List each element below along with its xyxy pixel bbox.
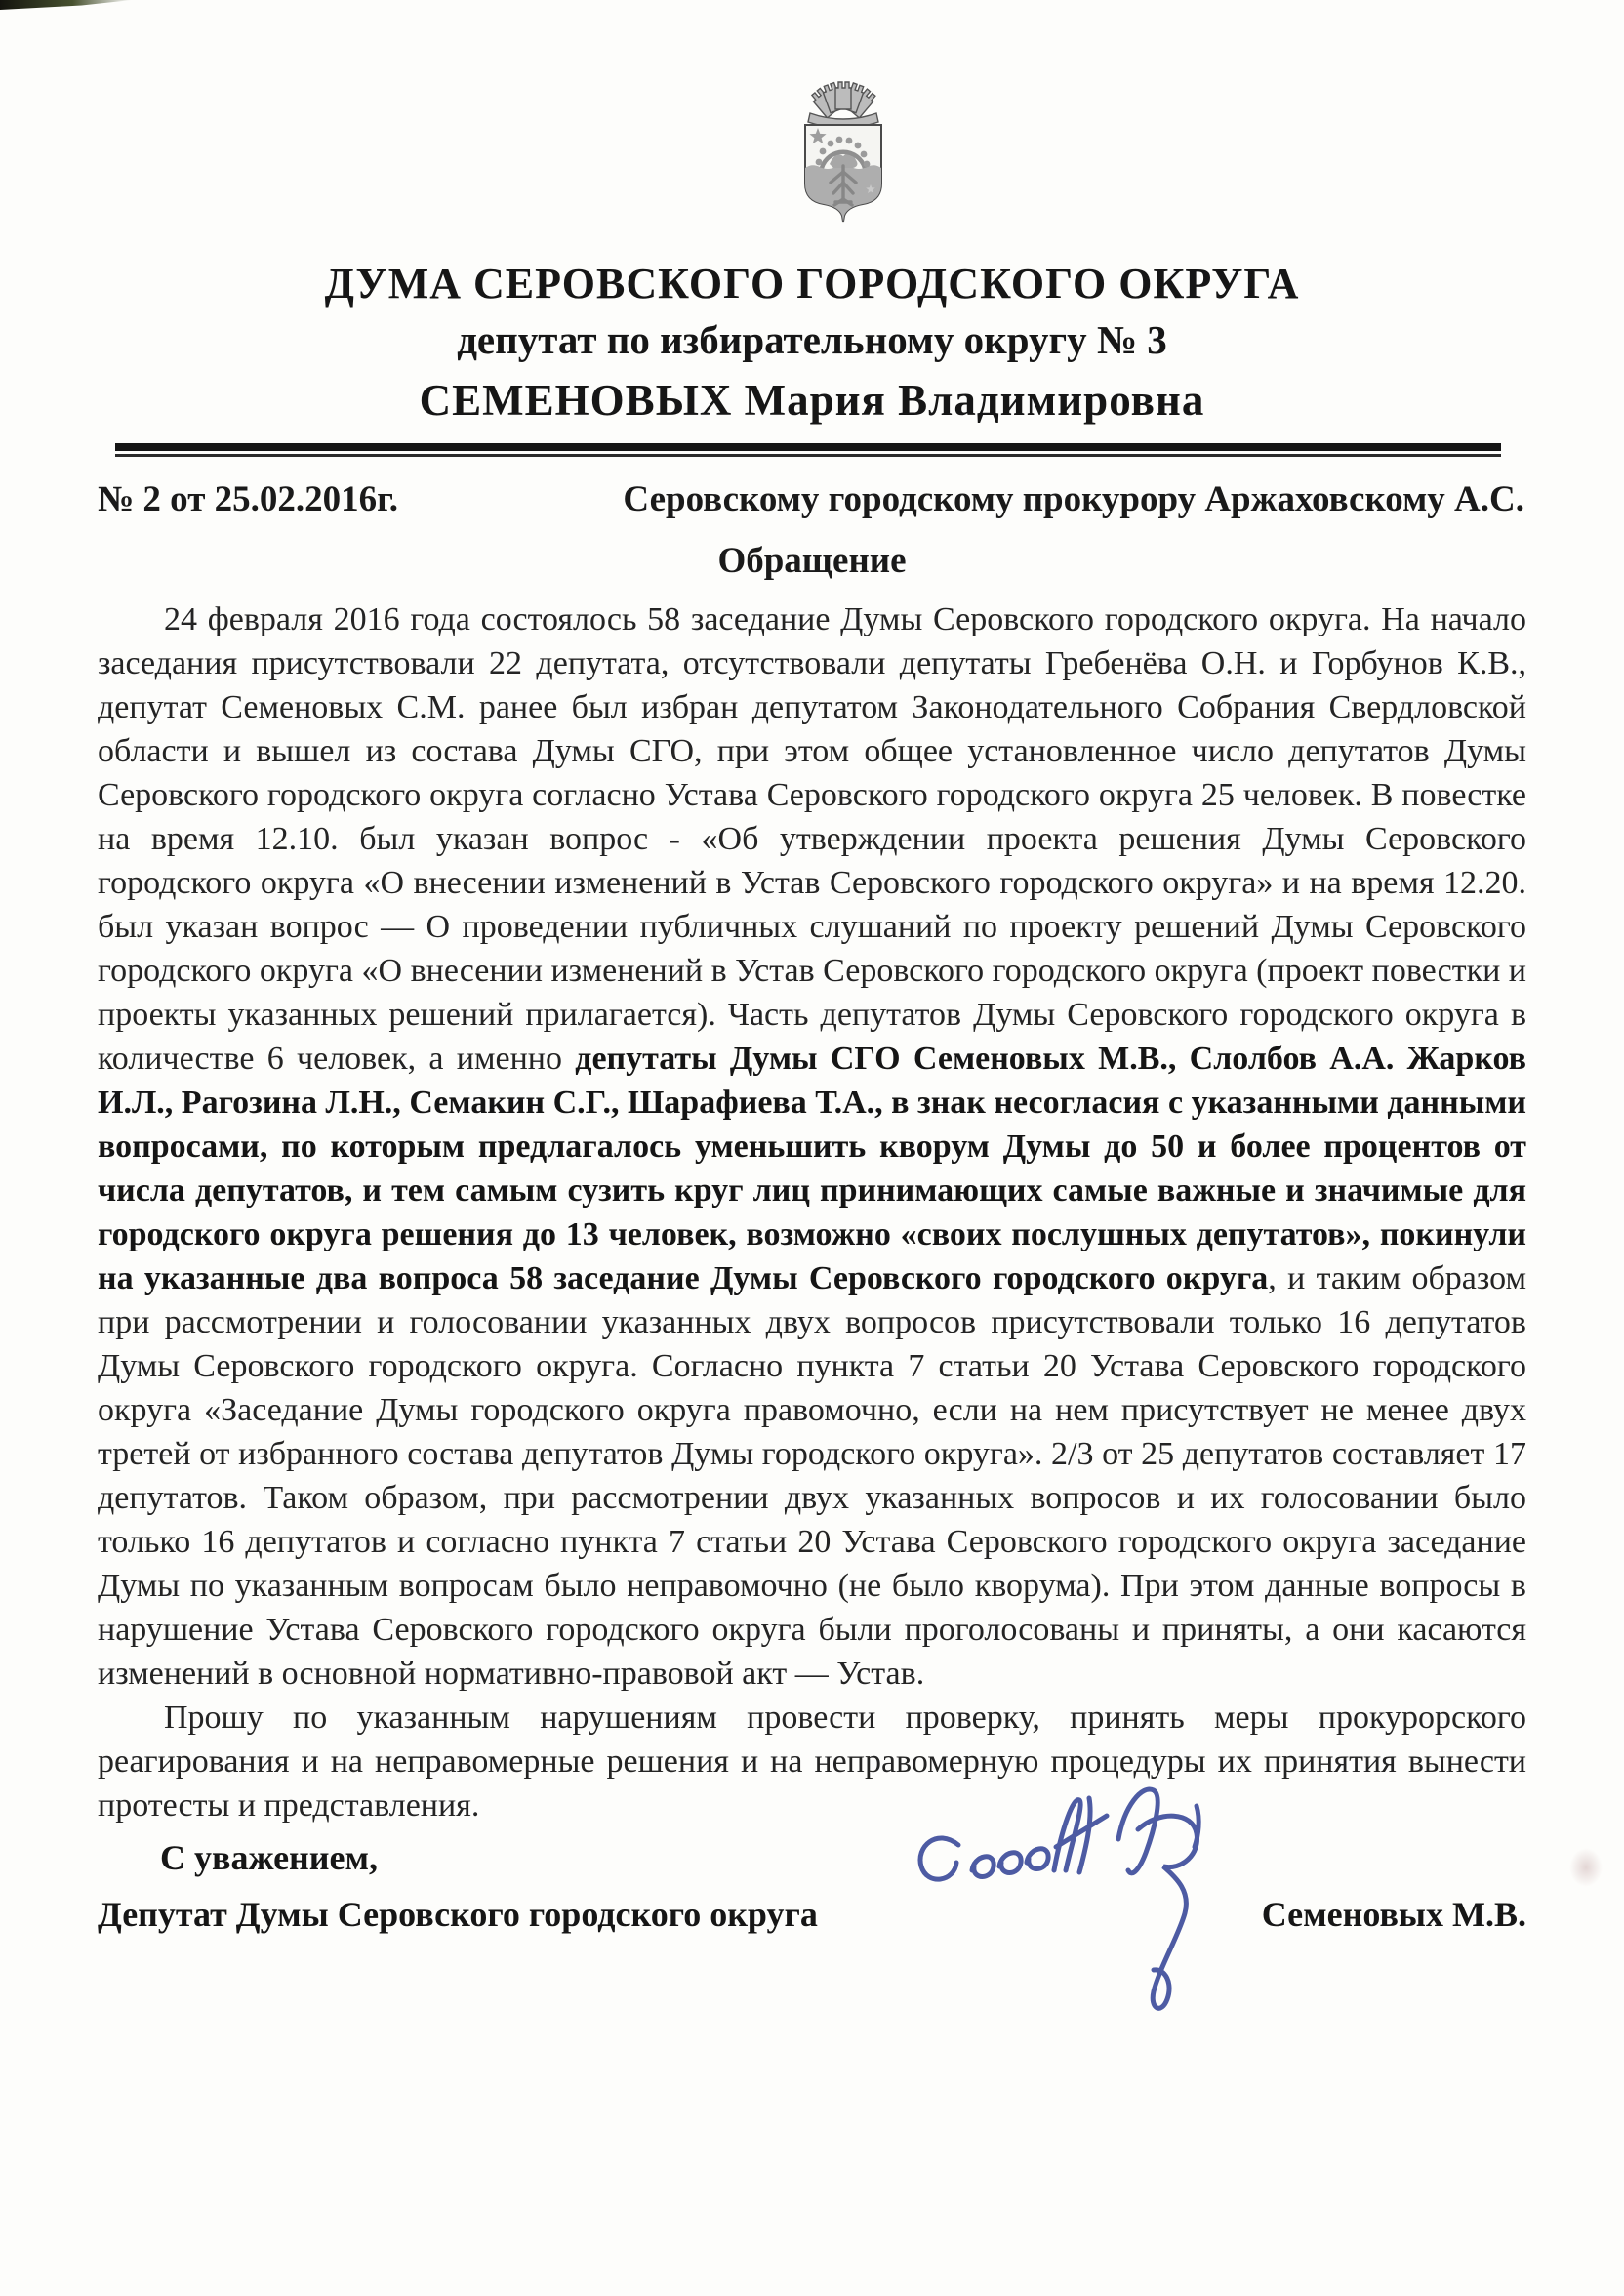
document-body bbox=[98, 597, 1526, 1827]
reference-row bbox=[98, 478, 1526, 520]
header-rule bbox=[115, 443, 1501, 457]
signer-title: Депутат Думы Серовского городского округа bbox=[98, 1895, 818, 1934]
bold-text-run: депутаты Думы СГО Семеновых М.В., Слолбов А.А. Жарков И.Л., Рагозина Л.Н., Семакин С.Г., Шарафиева Т.А., в знак несогласия с указанными данными вопросами, по которым предлагалось уменьшить кворум Думы до 50 и более процентов от числа депутатов, и тем самым сузить круг лиц принимающих самые важные и значимые для городского округа решения до 13 человек, возможно «своих послушных депутатов», покинули на указанные два вопроса 58 заседание Думы Серовского городского округа bbox=[98, 1041, 1527, 1296]
signer-name: Семеновых М.В. bbox=[1261, 1895, 1526, 1934]
document-title: Обращение bbox=[717, 541, 907, 581]
closing-line: С уважением, bbox=[160, 1838, 379, 1877]
signature-row bbox=[98, 1894, 1526, 1935]
addressee: Серовскому городскому прокурору Аржаховскому А.С. bbox=[623, 479, 1524, 519]
paragraph bbox=[98, 1696, 1526, 1827]
scan-smudge-artifact bbox=[1569, 1848, 1603, 1887]
district-line: депутат по избирательному округу № 3 bbox=[457, 317, 1167, 362]
ref-number-date: № 2 от 25.02.2016г. bbox=[98, 479, 398, 519]
coat-of-arms-icon bbox=[785, 74, 902, 230]
paragraph bbox=[98, 597, 1526, 1696]
coat-of-arms bbox=[785, 74, 902, 230]
org-name: ДУМА СЕРОВСКОГО ГОРОДСКОГО ОКРУГА bbox=[324, 260, 1300, 308]
deputy-name: СЕМЕНОВЫХ Мария Владимировна bbox=[419, 376, 1205, 425]
text-run: Прошу по указанным нарушениям провести проверку, принять меры прокурорского реагирования и на неправомерные решения и на неправомерную процедуры их принятия вынести протесты и представления. bbox=[98, 1700, 1526, 1824]
mural-crown-icon bbox=[808, 82, 878, 128]
text-run: , и таким образом при рассмотрении и голосовании указанных двух вопросов присутствовали только 16 депутатов Думы Серовского городского округа. Согласно пункта 7 статьи 20 Устава Серовского городского округа «Заседание Думы городского округа правомочно, если на нем присутствует не менее двух третей от избранного состава депутатов Думы городского округа». 2/3 от 25 депутатов составляет 17 депутатов. Таком образом, при рассмотрении двух указанных вопросов и их голосовании было только 16 депутатов и согласно пункта 7 статьи 20 Устава Серовского городского округа заседание Думы по указанным вопросам было неправомочно (не было кворума). При этом данные вопросы в нарушение Устава Серовского городского округа были проголосованы и приняты, а они касаются изменений в основной нормативно-правовой акт — Устав. bbox=[98, 1260, 1526, 1692]
text-run: 24 февраля 2016 года состоялось 58 заседание Думы Серовского городского округа. На начало заседания присутствовали 22 депутата, отсутствовали депутаты Гребенёва О.Н. и Горбунов К.В., депутат Семеновых С.М. ранее был избран депутатом Законодательного Собрания Свердловской области и вышел из состава Думы СГО, при этом общее установленное число депутатов Думы Серовского городского округа согласно Устава Серовского городского округа 25 человек. В повестке на время 12.10. был указан вопрос - «Об утверждении проекта решения Думы Серовского городского округа «О внесении изменений в Устав Серовского городского округа» и на время 12.20. был указан вопрос — О проведении публичных слушаний по проекту решений Думы Серовского городского округа «О внесении изменений в Устав Серовского городского округа (проект повестки и проекты указанных решений прилагается). Часть депутатов Думы Серовского городского округа в количестве 6 человек, а именно bbox=[98, 601, 1526, 1077]
